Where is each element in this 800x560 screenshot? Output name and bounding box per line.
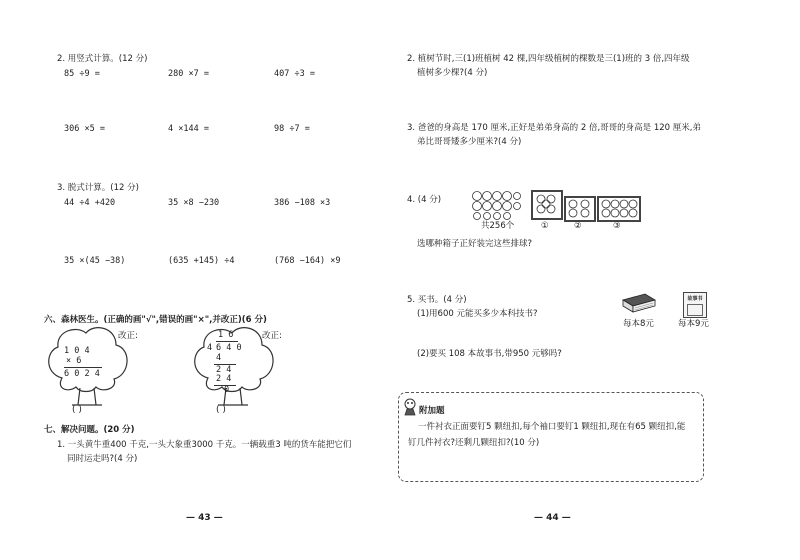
page-number: — 44 — <box>534 513 571 523</box>
box-option-1 <box>531 190 563 220</box>
box-option-2 <box>564 196 596 222</box>
calc-item: 85 ÷9 = <box>64 69 100 79</box>
calc-item: 98 ÷7 = <box>274 124 310 134</box>
bonus-line2: 钉几件衬衣?还剩几颗纽扣?(10 分) <box>408 438 540 448</box>
question-1-line1: 1. 一头黄牛重400 千克,一头大象重3000 千克。一辆载重3 吨的货车能把它们 <box>57 440 352 450</box>
box-label-2: ② <box>574 221 582 231</box>
tree2-remainder: 0 <box>224 385 230 395</box>
tree2-quotient: 1 6 <box>218 330 234 340</box>
question-5-sub1: (1)用600 元能买多少本科技书? <box>417 309 538 319</box>
tree1-fix-label: 改正: <box>118 331 138 341</box>
question-3-line1: 3. 爸爸的身高是 170 厘米,正好是弟弟身高的 2 倍,哥哥的身高是 120 厘米,弟 <box>407 123 701 133</box>
section-2-title: 2. 用竖式计算。(12 分) <box>57 54 148 64</box>
box-option-3 <box>597 196 641 222</box>
story-book-cover-text: 故事书 <box>687 296 703 302</box>
volleyball-pile <box>471 190 521 220</box>
tree2-fix-label: 改正: <box>262 331 282 341</box>
box-balls-icon <box>533 192 561 218</box>
question-2-line2: 植树多少棵?(4 分) <box>417 68 488 78</box>
tree2-bracket-top <box>216 341 238 342</box>
calc-item: 407 ÷3 = <box>274 69 315 79</box>
tree1-result: 6 0 2 4 <box>64 369 100 379</box>
bonus-tag: 附加题 <box>419 406 445 416</box>
story-book-icon <box>683 292 707 318</box>
tree1-row1: 1 0 4 <box>64 346 90 356</box>
volleyball-total: 共256个 <box>481 221 515 231</box>
tree2-dividend: 6 4 0 <box>216 343 242 353</box>
box-balls-icon <box>599 198 639 220</box>
tree2-step2: 2 4 <box>216 365 232 375</box>
tree2-step3: 2 4 <box>216 374 232 384</box>
question-5-title: 5. 买书。(4 分) <box>407 295 467 305</box>
question-1-line2: 同时运走吗?(4 分) <box>67 454 138 464</box>
calc-item: 280 ×7 = <box>168 69 209 79</box>
question-2-line1: 2. 植树节时,三(1)班植树 42 棵,四年级植树的棵数是三(1)班的 3 倍,四年级 <box>407 54 690 64</box>
science-book-price: 每本8元 <box>623 319 654 329</box>
page-number: — 43 — <box>186 513 223 523</box>
story-book-cover-picture <box>687 304 703 316</box>
calc-item: 4 ×144 = <box>168 124 209 134</box>
section-3-title: 3. 脱式计算。(12 分) <box>57 183 139 193</box>
box-balls-icon <box>566 198 594 220</box>
section-6-title: 六、森林医生。(正确的画"√",错误的画"×",并改正)(6 分) <box>44 315 267 325</box>
question-3-line2: 弟比哥哥矮多少厘米?(4 分) <box>417 137 522 147</box>
tree2-step1: 4 <box>216 353 222 363</box>
box-label-3: ③ <box>613 221 621 231</box>
tree1-answer-paren: ( ) <box>72 405 82 415</box>
question-4-title: 4. (4 分) <box>407 195 442 205</box>
science-book-icon <box>621 290 657 314</box>
calc-item: 306 ×5 = <box>64 124 105 134</box>
calc-item: (635 +145) ÷4 <box>168 256 235 266</box>
calc-item: 35 ×(45 −38) <box>64 256 126 266</box>
calc-item: 386 −108 ×3 <box>274 198 331 208</box>
calc-item: 44 ÷4 +420 <box>64 198 116 208</box>
bonus-line1: 一件衬衣正面要钉5 颗纽扣,每个袖口要钉1 颗纽扣,现在有65 颗纽扣,能 <box>418 422 686 432</box>
calc-item: (768 −164) ×9 <box>274 256 341 266</box>
mascot-icon <box>402 398 418 416</box>
box-label-1: ① <box>541 221 549 231</box>
question-5-sub2: (2)要买 108 本故事书,带950 元够吗? <box>417 349 562 359</box>
calc-item: 35 ×8 −230 <box>168 198 220 208</box>
tree1-row2: × 6 <box>66 356 82 366</box>
volleyball-icon-group <box>471 190 521 220</box>
tree2-answer-paren: ( ) <box>216 405 226 415</box>
question-4-prompt: 选哪种箱子正好装完这些排球? <box>417 239 533 249</box>
tree2-divisor: 4 <box>207 343 213 353</box>
section-7-title: 七、解决问题。(20 分) <box>44 425 135 435</box>
story-book-price: 每本9元 <box>678 319 709 329</box>
tree1-rule <box>64 367 102 368</box>
